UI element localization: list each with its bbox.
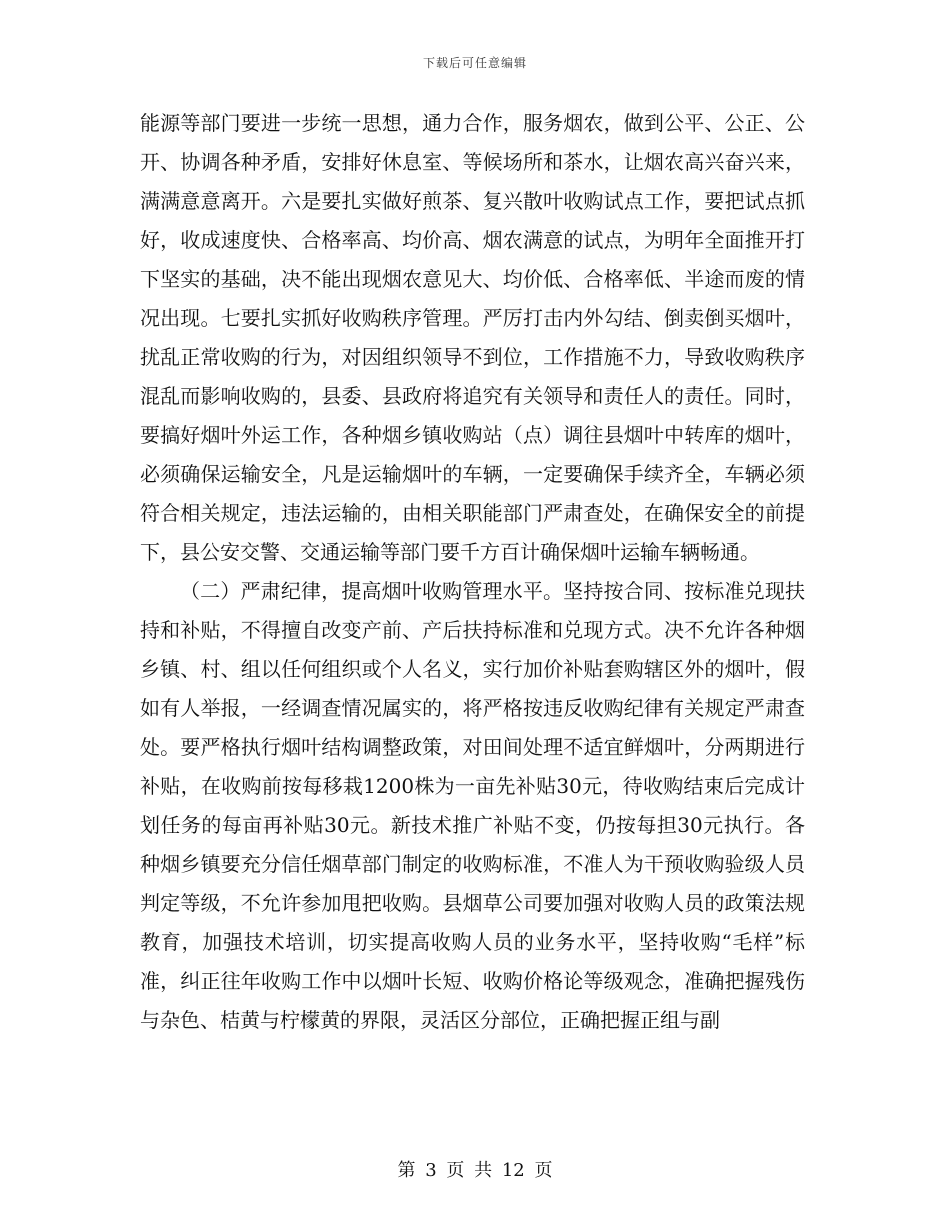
body-paragraph: 能源等部门要进一步统一思想，通力合作，服务烟农，做到公平、公正、公开、协调各种矛盾，安排好休息室、等候场所和茶水，让烟农高兴奋兴来，满满意意离开。六是要扎实做好煎茶、复兴散叶收购试点工作，要把试点抓好，收成速度快、合格率高、均价高、烟农满意的试点，为明年全面推开打下坚实的基础，决不能出现烟农意见大、均价低、合格率低、半途而废的情况出现。七要扎实抓好收购秩序管理。严厉打击内外勾结、倒卖倒买烟叶，扰乱正常收购的行为，对因组织领导不到位，工作措施不力，导致收购秩序混乱而影响收购的，县委、县政府将追究有关领导和责任人的责任。同时，要搞好烟叶外运工作，各种烟乡镇收购站（点）调往县烟叶中转库的烟叶，必须确保运输安全，凡是运输烟叶的车辆，一定要确保手续齐全，车辆必须符合相关规定，违法运输的，由相关职能部门严肃查处，在确保安全的前提下，县公安交警、交通运输等部门要千方百计确保烟叶运输车辆畅通。 [140, 111, 805, 564]
page-number: 第 3 页 共 12 页 [397, 1160, 553, 1181]
page-header-note: 下载后可任意编辑 [422, 56, 527, 70]
document-body [140, 104, 805, 1040]
body-paragraph: （二）严肃纪律，提高烟叶收购管理水平。坚持按合同、按标准兑现扶持和补贴，不得擅自改变产前、产后扶持标准和兑现方式。决不允许各种烟乡镇、村、组以任何组织或个人名义，实行加价补贴套购辖区外的烟叶，假如有人举报，一经调查情况属实的，将严格按违反收购纪律有关规定严肃查处。要严格执行烟叶结构调整政策，对田间处理不适宜鲜烟叶，分两期进行补贴，在收购前按每移栽1200株为一亩先补贴30元，待收购结束后完成计划任务的每亩再补贴30元。新技术推广补贴不变，仍按每担30元执行。各种烟乡镇要充分信任烟草部门制定的收购标准，不准人为干预收购验级人员判定等级，不允许参加甩把收购。县烟草公司要加强对收购人员的政策法规教育，加强技术培训，切实提高收购人员的业务水平，坚持收购“毛样”标准，纠正往年收购工作中以烟叶长短、收购价格论等级观念，准确把握残伤与杂色、桔黄与柠檬黄的界限，灵活区分部位，正确把握正组与副 [140, 579, 805, 1032]
